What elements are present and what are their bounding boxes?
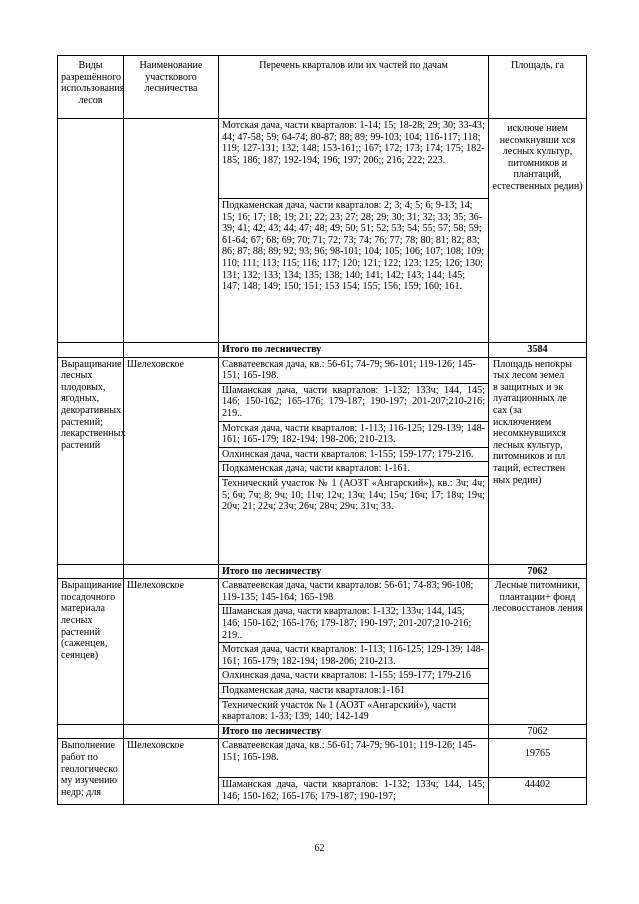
area-line: исключением xyxy=(493,416,552,428)
quarters-block: Технический участок № 1 (АОЗТ «Ангарский»), части кварталов: 1-33; 139; 140; 142-149 xyxy=(222,699,457,723)
quarters-cell xyxy=(219,579,489,725)
quarters-block: Савватеевская дача, кв.: 56-61; 74-79; 96-101; 119-126; 145-151; 165-198. xyxy=(219,358,488,384)
use-type-cell: Выполнение работ по геологическо му изучению недр; для xyxy=(58,739,124,804)
table-row xyxy=(58,579,587,725)
quarters-block: Технический участок № 1 (АОЗТ «Ангарский»), кв.: 3ч; 4ч; 5; 6ч; 7ч; 8; 9ч; 10; 11ч; 12ч; 13ч; 14ч; 15ч; 16ч; 17; 18ч; 19ч; 20ч; 21; 22ч; 23ч; 26ч; 28ч; 29ч; 31ч; 33. xyxy=(222,477,485,513)
forestry-cell xyxy=(124,119,219,343)
total-label: Итого по лесничеству xyxy=(219,564,489,579)
table-row xyxy=(58,357,587,564)
forest-use-table xyxy=(57,55,587,805)
forestry-cell: Шелеховское xyxy=(124,579,219,725)
quarters-block: Подкаменская дача, части кварталов: 1-161. xyxy=(219,462,488,477)
quarters-block: Олхинская дача, части кварталов: 1-155; 159-177; 179-216 xyxy=(219,669,488,684)
area-line: лесных культур, xyxy=(493,439,563,451)
quarters-cell: Савватеевская дача, кв.: 56-61; 74-79; 96-101; 119-126; 145-151; 165-198. xyxy=(219,739,489,778)
total-value: 3584 xyxy=(489,343,587,358)
total-label: Итого по лесничеству xyxy=(219,724,489,739)
area-line: питомников и пл xyxy=(493,451,566,463)
quarters-block: Мотская дача, части кварталов: 1-14; 15; 18-28; 29; 30; 33-43; 44; 47-58; 59; 64-74; 80-87; 88; 89; 99-103; 104; 116-117; 118; 119; 127-131; 132; 148; 153-161;; 167; 172; 173; 174; 175; 182-185; 186; 187; 192-194; 196; 197; 206;; 216; 222; 223. xyxy=(219,119,488,199)
quarters-cell: Шаманская дача, части кварталов: 1-132; 133ч; 144, 145; 146; 150-162; 165-176; 179-187; 190-197; xyxy=(219,778,489,804)
area-cell: 19765 xyxy=(489,739,587,778)
total-row xyxy=(58,564,587,579)
quarters-block: Подкаменская дача, части кварталов:1-161 xyxy=(219,684,488,699)
use-type-cell: Выращивание лесных плодовых, ягодных, декоративных растений; лекарственных растений xyxy=(58,357,124,564)
header-quarters: Перечень кварталов или их частей по дачам xyxy=(219,56,489,119)
area-cell xyxy=(489,357,587,564)
table-row xyxy=(58,119,587,343)
area-line: в защитных и эк xyxy=(493,381,564,393)
page-number: 62 xyxy=(314,843,325,854)
total-row xyxy=(58,724,587,739)
forestry-cell: Шелеховское xyxy=(124,739,219,804)
total-row xyxy=(58,343,587,358)
area-line: несомкнувшихся xyxy=(493,428,567,440)
quarters-block: Подкаменская дача, части кварталов: 2; 3; 4; 5; 6; 9-13; 14; 15; 16; 17; 18; 19; 21; 22; 23; 27; 28; 29; 30; 31; 32; 33; 35; 36-39; 41; 42; 43; 44; 47; 48; 49; 50; 51; 52; 53; 54; 55; 57; 58; 59; 61-64; 67; 68; 69; 70; 71; 72; 73; 74; 76; 77; 78; 80; 81; 82; 83; 86; 87; 88; 89; 92; 93; 96; 98-101; 104; 105; 106; 107; 108; 109; 110; 111; 113; 115; 116; 117; 120; 121; 122; 123; 125; 126; 130; 131; 132; 133; 134; 135; 138; 140; 141; 142; 143; 144; 145; 147; 148; 149; 150; 151; 153 154; 155; 156; 159; 160; 161. xyxy=(222,200,485,293)
table-row xyxy=(58,739,587,778)
table-header-row xyxy=(58,56,587,119)
area-cell: Лесные питомники, плантации+ фонд лесовосстанов ления xyxy=(489,579,587,725)
header-use-type: Виды разрешённого использования лесов xyxy=(58,56,124,119)
total-value: 7062 xyxy=(489,724,587,739)
quarters-block: Олхинская дача, части кварталов: 1-155; 159-177; 179-216. xyxy=(219,448,488,463)
area-line: ных редин) xyxy=(493,474,542,486)
quarters-block: Шаманская дача, части кварталов: 1-132; 133ч; 144, 145; 146; 150-162; 165-176; 179-187; 190-197; 201-207;210-216; 219.. xyxy=(219,384,488,422)
area-line: сах (за xyxy=(493,404,522,416)
document-page xyxy=(57,55,586,805)
area-line: таций, естествен xyxy=(493,462,566,474)
quarters-block: Мотская дача, части кварталов: 1-113; 116-125; 129-139; 148-161; 165-179; 182-194; 198-206; 210-213. xyxy=(219,643,488,669)
area-line: тых лесом земел xyxy=(493,370,565,382)
quarters-cell xyxy=(219,119,489,343)
quarters-block: Шаманская дача, части кварталов: 1-132; 133ч; 144, 145; 146; 150-162; 165-176; 179-187; 190-197; 201-207;210-216; 219.. xyxy=(219,605,488,643)
area-cell: исключе нием несомкнувши хся лесных культур, питомников и плантаций, естественных редин) xyxy=(489,119,587,343)
quarters-cell xyxy=(219,357,489,564)
total-label: Итого по лесничеству xyxy=(219,343,489,358)
area-line: Площадь непокры xyxy=(493,358,572,370)
use-type-cell xyxy=(58,119,124,343)
quarters-block: Мотская дача, части кварталов: 1-113; 116-125; 129-139; 148-161; 165-179; 182-194; 198-206; 210-213. xyxy=(219,422,488,448)
quarters-block: Савватеевская дача, части кварталов: 56-61; 74-83; 96-108; 119-135; 145-164; 165-198 xyxy=(219,579,488,605)
total-value: 7062 xyxy=(489,564,587,579)
area-cell: 44402 xyxy=(489,778,587,804)
header-area: Площадь, га xyxy=(489,56,587,119)
header-forestry: Наименование участкового лесничества xyxy=(124,56,219,119)
forestry-cell: Шелеховское xyxy=(124,357,219,564)
area-line: луатационных ле xyxy=(493,393,567,405)
use-type-cell: Выращивание посадочного материала лесных растений (саженцев, сеянцев) xyxy=(58,579,124,725)
